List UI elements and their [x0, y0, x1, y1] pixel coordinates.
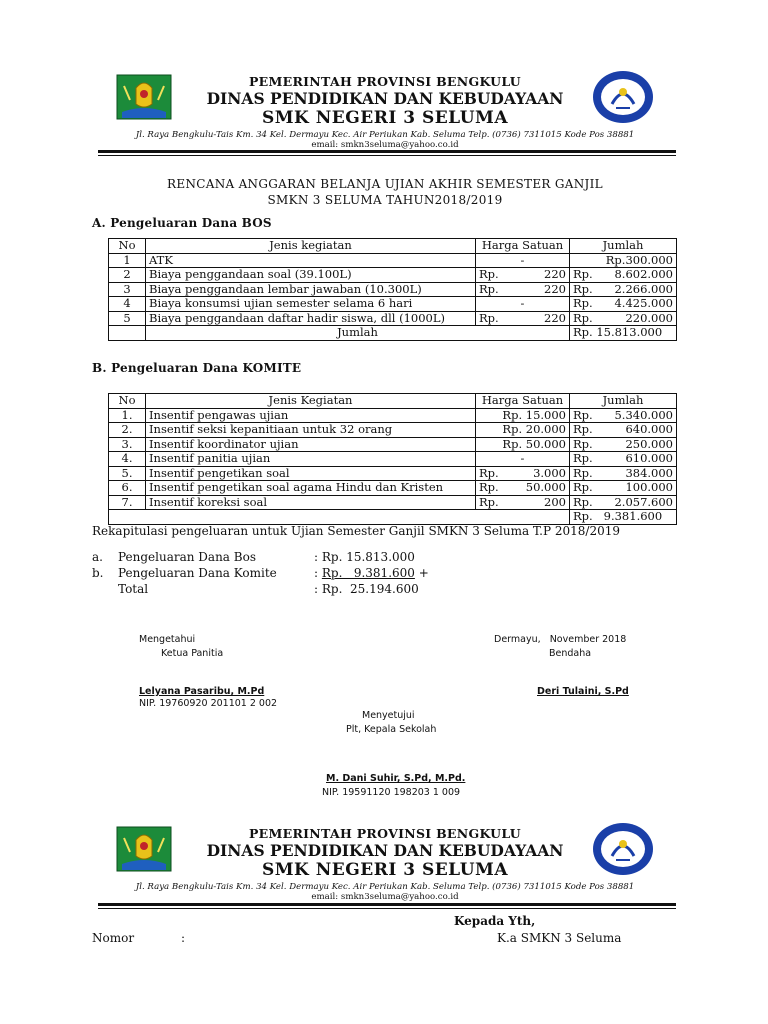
recap-intro: Rekapitulasi pengeluaran untuk Ujian Semester Ganjil SMKN 3 Seluma T.P 2018/2019: [92, 524, 620, 538]
header-no: No: [109, 239, 146, 254]
row-price-currency: Rp.: [479, 495, 499, 509]
section-a-heading: A. Pengeluaran Dana BOS: [92, 216, 272, 230]
row-price-value: 200: [544, 495, 566, 509]
row-total-currency: Rp.: [573, 437, 593, 451]
row-total: [570, 311, 677, 326]
row-item: Insentif pengetikan soal agama Hindu dan Kristen: [146, 481, 476, 496]
row-price: [476, 495, 570, 510]
row-total: [570, 297, 677, 312]
row-price-value: 220: [544, 282, 566, 296]
head-name: M. Dani Suhir, S.Pd, M.Pd.: [326, 773, 466, 784]
sum-label: [146, 510, 570, 525]
row-total: [570, 466, 677, 481]
header-no: No: [109, 394, 146, 409]
row-total: [570, 452, 677, 467]
table-row: [109, 481, 677, 496]
row-total-currency: Rp.: [573, 408, 593, 422]
school-email: email: smkn3seluma@yahoo.co.id: [311, 140, 459, 150]
row-price: [476, 282, 570, 297]
row-item: Insentif seksi kepanitiaan untuk 32 orang: [146, 423, 476, 438]
sum-row: [109, 326, 677, 341]
row-item: Insentif koreksi soal: [146, 495, 476, 510]
chair-name: Lelyana Pasaribu, M.Pd: [139, 686, 265, 697]
row-total: [570, 481, 677, 496]
recap-b-colon: :: [314, 566, 322, 580]
header-price: Harga Satuan: [476, 394, 570, 409]
number-colon: :: [181, 931, 186, 945]
province-name: PEMERINTAH PROVINSI BENGKULU: [248, 826, 521, 841]
row-no: 2: [109, 268, 146, 283]
row-price-currency: Rp.: [479, 311, 499, 325]
header-item: Jenis Kegiatan: [146, 394, 476, 409]
table-header-row: [109, 239, 677, 254]
row-price: [476, 268, 570, 283]
row-item: Biaya penggandaan daftar hadir siswa, dll (1000L): [146, 311, 476, 326]
row-total-value: 2.057.600: [614, 495, 673, 509]
table-row: [109, 495, 677, 510]
table-row: [109, 452, 677, 467]
row-item: Insentif koordinator ujian: [146, 437, 476, 452]
recap-b-plus: +: [414, 566, 429, 580]
section-b-heading: B. Pengeluaran Dana KOMITE: [92, 361, 302, 375]
row-total-value: 220.000: [625, 311, 673, 325]
row-total-value: 5.340.000: [614, 408, 673, 422]
row-total: [570, 495, 677, 510]
header-price: Harga Satuan: [476, 239, 570, 254]
recap-total-value: : Rp. 25.194.600: [314, 582, 419, 596]
title-line-2: SMKN 3 SELUMA TAHUN2018/2019: [267, 193, 503, 207]
table-row: [109, 282, 677, 297]
row-price: Rp. 50.000: [476, 437, 570, 452]
header-item: Jenis kegiatan: [146, 239, 476, 254]
document-title: [90, 176, 680, 208]
row-price: -: [476, 253, 570, 268]
recap-total-text: Total: [118, 582, 149, 596]
recap-a-label: a.: [92, 550, 103, 564]
row-no: 3.: [109, 437, 146, 452]
row-total: [570, 437, 677, 452]
recap-b-label: b.: [92, 566, 104, 580]
row-total-value: 640.000: [625, 422, 673, 437]
table-row: [109, 466, 677, 481]
row-total-value: 2.266.000: [614, 282, 673, 296]
row-total-currency: Rp.: [573, 282, 593, 296]
head-nip: NIP. 19591120 198203 1 009: [322, 787, 461, 798]
table-row: [109, 423, 677, 438]
sum-spacer: [109, 510, 146, 525]
recap-b-value: Rp. 9.381.600: [321, 566, 415, 580]
bos-budget-table: [108, 238, 677, 341]
recap-b-text: Pengeluaran Dana Komite: [118, 566, 277, 580]
row-no: 4.: [109, 452, 146, 467]
table-row: [109, 268, 677, 283]
row-total: [570, 408, 677, 423]
row-total-currency: Rp.: [573, 451, 593, 466]
row-no: 2.: [109, 423, 146, 438]
province-name: PEMERINTAH PROVINSI BENGKULU: [248, 74, 521, 89]
row-total-currency: Rp.: [573, 422, 593, 437]
sum-value: Rp. 9.381.600: [570, 510, 677, 525]
row-price-value: 3.000: [533, 466, 566, 480]
title-line-1: RENCANA ANGGARAN BELANJA UJIAN AKHIR SEMESTER GANJIL: [167, 177, 603, 191]
recap-a-text: Pengeluaran Dana Bos: [118, 550, 256, 564]
row-total-currency: Rp.: [573, 296, 593, 311]
recipient: K.a SMKN 3 Seluma: [497, 931, 622, 945]
known-label: Mengetahui: [139, 634, 196, 645]
row-total-value: 610.000: [625, 451, 673, 466]
row-price: [476, 466, 570, 481]
row-total-value: 384.000: [625, 466, 673, 480]
row-price-currency: Rp.: [479, 480, 499, 495]
row-no: 1: [109, 253, 146, 268]
treasurer-title: Bendaha: [549, 648, 592, 659]
row-total: [570, 282, 677, 297]
table-row: [109, 437, 677, 452]
approve-label: Menyetujui: [362, 710, 415, 721]
row-total-currency: Rp.: [573, 267, 593, 282]
row-price: -: [476, 452, 570, 467]
school-address: Jl. Raya Bengkulu-Tais Km. 34 Kel. Dermayu Kec. Air Periukan Kab. Seluma Telp. (0736) 7311015 Kode Pos 38881: [135, 130, 635, 140]
school-name: SMK NEGERI 3 SELUMA: [261, 860, 509, 880]
chair-title: Ketua Panitia: [161, 648, 224, 659]
row-price: [476, 481, 570, 496]
row-total-currency: Rp.: [573, 495, 593, 509]
row-price-value: 220: [544, 267, 566, 282]
table-row: [109, 297, 677, 312]
komite-budget-table: [108, 393, 677, 525]
letterhead-divider: [98, 150, 676, 156]
row-no: 7.: [109, 495, 146, 510]
row-total-currency: Rp.: [573, 311, 593, 325]
row-total: [570, 268, 677, 283]
table-row: [109, 408, 677, 423]
row-item: Insentif panitia ujian: [146, 452, 476, 467]
school-address: Jl. Raya Bengkulu-Tais Km. 34 Kel. Dermayu Kec. Air Periukan Kab. Seluma Telp. (0736) 7311015 Kode Pos 38881: [135, 882, 635, 892]
chair-nip: NIP. 19760920 201101 2 002: [139, 698, 278, 709]
row-price-value: 220: [544, 311, 566, 325]
letterhead: [90, 74, 680, 150]
number-label: Nomor: [92, 931, 135, 945]
addressee-label: Kepada Yth,: [454, 914, 536, 928]
row-item: ATK: [146, 253, 476, 268]
row-total-value: 4.425.000: [614, 296, 673, 311]
header-total: Jumlah: [570, 394, 677, 409]
sum-row: [109, 510, 677, 525]
letterhead-divider: [98, 903, 676, 909]
recap-b-value-line: [314, 566, 429, 580]
row-no: 4: [109, 297, 146, 312]
row-price-currency: Rp.: [479, 282, 499, 296]
row-total-value: 8.602.000: [614, 267, 673, 282]
row-item: Insentif pengawas ujian: [146, 408, 476, 423]
row-no: 1.: [109, 408, 146, 423]
row-total-currency: Rp.: [573, 466, 593, 480]
row-no: 3: [109, 282, 146, 297]
row-no: 5: [109, 311, 146, 326]
row-item: Biaya penggandaan soal (39.100L): [146, 268, 476, 283]
row-item: Insentif pengetikan soal: [146, 466, 476, 481]
table-row: [109, 253, 677, 268]
row-total-value: 250.000: [625, 437, 673, 451]
recap-a-value: : Rp. 15.813.000: [314, 550, 415, 564]
office-name: DINAS PENDIDIKAN DAN KEBUDAYAAN: [206, 89, 564, 108]
sum-spacer: [109, 326, 146, 341]
letterhead: [90, 826, 680, 902]
place-date: Dermayu, November 2018: [494, 634, 627, 645]
row-total-currency: Rp.: [573, 480, 593, 495]
row-price: [476, 311, 570, 326]
treasurer-name: Deri Tulaini, S.Pd: [537, 686, 629, 697]
header-total: Jumlah: [570, 239, 677, 254]
row-item: Biaya penggandaan lembar jawaban (10.300L): [146, 282, 476, 297]
row-price-currency: Rp.: [479, 267, 499, 282]
row-price: Rp. 15.000: [476, 408, 570, 423]
row-price: -: [476, 297, 570, 312]
row-price-currency: Rp.: [479, 466, 499, 480]
row-price: Rp. 20.000: [476, 423, 570, 438]
school-email: email: smkn3seluma@yahoo.co.id: [311, 892, 459, 902]
row-total: Rp.300.000: [570, 253, 677, 268]
head-title: Plt, Kepala Sekolah: [346, 724, 437, 735]
sum-label: Jumlah: [146, 326, 570, 341]
table-row: [109, 311, 677, 326]
row-no: 5.: [109, 466, 146, 481]
row-total: [570, 423, 677, 438]
row-item: Biaya konsumsi ujian semester selama 6 hari: [146, 297, 476, 312]
office-name: DINAS PENDIDIKAN DAN KEBUDAYAAN: [206, 841, 564, 860]
sum-value: Rp. 15.813.000: [570, 326, 677, 341]
row-price-value: 50.000: [525, 480, 566, 495]
row-no: 6.: [109, 481, 146, 496]
row-total-value: 100.000: [625, 480, 673, 495]
table-header-row: [109, 394, 677, 409]
school-name: SMK NEGERI 3 SELUMA: [261, 108, 509, 128]
